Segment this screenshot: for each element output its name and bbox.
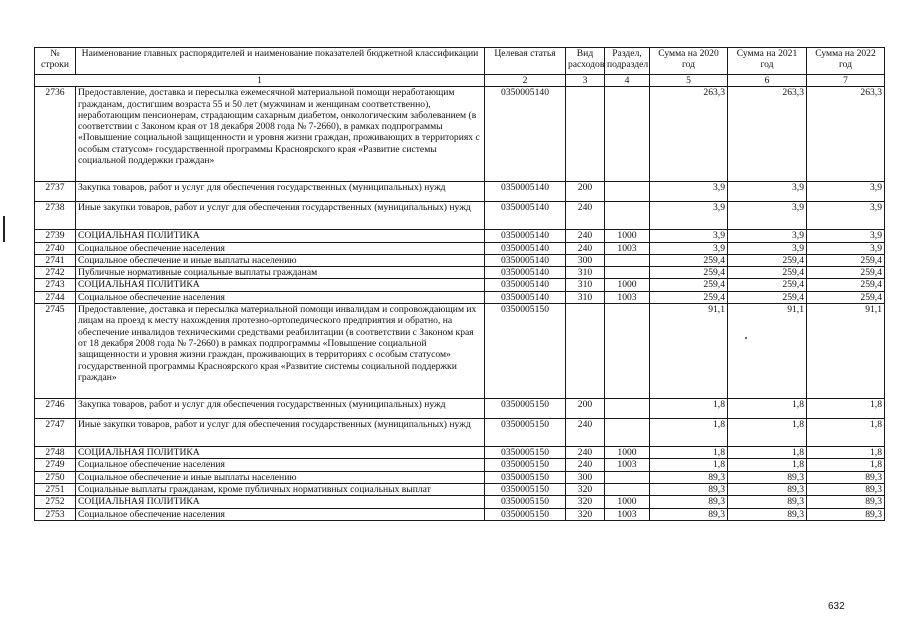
row-sum-2020: 3,9 [650, 182, 728, 202]
row-target: 0350005140 [485, 267, 566, 279]
row-sum-2020: 89,3 [650, 508, 728, 520]
row-razdel [605, 399, 650, 419]
row-sum-2020: 259,4 [650, 291, 728, 303]
header-razdel: Раздел, подраздел [605, 48, 650, 75]
row-sum-2022: 3,9 [807, 202, 885, 230]
row-number: 2741 [35, 254, 76, 266]
row-sum-2022: 89,3 [807, 471, 885, 483]
table-row [35, 182, 885, 202]
budget-table [34, 47, 885, 521]
row-vid: 240 [566, 230, 605, 242]
header-target: Целевая статья [485, 48, 566, 75]
row-vid: 200 [566, 399, 605, 419]
row-sum-2022: 91,1 [807, 304, 885, 399]
row-vid [566, 87, 605, 182]
header-row [35, 48, 885, 75]
row-name: Социальное обеспечение населения [76, 508, 485, 520]
table-row [35, 399, 885, 419]
row-target: 0350005150 [485, 447, 566, 459]
row-target: 0350005150 [485, 419, 566, 447]
row-razdel: 1000 [605, 279, 650, 291]
row-sum-2021: 1,8 [728, 399, 807, 419]
row-vid: 240 [566, 459, 605, 471]
row-sum-2022: 259,4 [807, 254, 885, 266]
row-name: Публичные нормативные социальные выплаты гражданам [76, 267, 485, 279]
row-number: 2748 [35, 447, 76, 459]
row-number: 2743 [35, 279, 76, 291]
row-razdel: 1000 [605, 496, 650, 508]
row-sum-2021: 259,4 [728, 254, 807, 266]
row-sum-2020: 263,3 [650, 87, 728, 182]
scan-speck [745, 337, 747, 339]
row-name: Социальное обеспечение населения [76, 291, 485, 303]
row-vid: 320 [566, 483, 605, 495]
table-row [35, 496, 885, 508]
row-razdel [605, 304, 650, 399]
row-sum-2021: 263,3 [728, 87, 807, 182]
row-sum-2020: 3,9 [650, 242, 728, 254]
row-sum-2022: 1,8 [807, 419, 885, 447]
row-razdel [605, 419, 650, 447]
row-razdel [605, 254, 650, 266]
table-row [35, 291, 885, 303]
row-sum-2022: 3,9 [807, 242, 885, 254]
row-target: 0350005150 [485, 304, 566, 399]
row-sum-2022: 1,8 [807, 447, 885, 459]
row-number: 2737 [35, 182, 76, 202]
header-sum-2021: Сумма на 2021 год [728, 48, 807, 75]
row-sum-2022: 3,9 [807, 182, 885, 202]
row-sum-2020: 89,3 [650, 471, 728, 483]
row-sum-2020: 89,3 [650, 496, 728, 508]
row-vid: 300 [566, 254, 605, 266]
row-sum-2021: 3,9 [728, 230, 807, 242]
row-name: Социальные выплаты гражданам, кроме публичных нормативных социальных выплат [76, 483, 485, 495]
row-target: 0350005150 [485, 399, 566, 419]
table-row [35, 304, 885, 399]
table-row [35, 447, 885, 459]
row-vid: 320 [566, 496, 605, 508]
row-sum-2021: 259,4 [728, 291, 807, 303]
row-name: СОЦИАЛЬНАЯ ПОЛИТИКА [76, 230, 485, 242]
row-sum-2021: 91,1 [728, 304, 807, 399]
row-target: 0350005140 [485, 254, 566, 266]
row-target: 0350005150 [485, 483, 566, 495]
row-sum-2021: 89,3 [728, 471, 807, 483]
row-razdel [605, 267, 650, 279]
header-sum-2022: Сумма на 2022 год [807, 48, 885, 75]
row-target: 0350005140 [485, 230, 566, 242]
row-number: 2753 [35, 508, 76, 520]
row-sum-2022: 89,3 [807, 483, 885, 495]
row-sum-2022: 3,9 [807, 230, 885, 242]
row-sum-2022: 259,4 [807, 267, 885, 279]
table-row [35, 254, 885, 266]
row-target: 0350005150 [485, 496, 566, 508]
row-sum-2020: 3,9 [650, 230, 728, 242]
row-target: 0350005140 [485, 202, 566, 230]
row-sum-2022: 89,3 [807, 496, 885, 508]
row-number: 2739 [35, 230, 76, 242]
row-target: 0350005140 [485, 291, 566, 303]
row-razdel [605, 471, 650, 483]
row-number: 2738 [35, 202, 76, 230]
row-sum-2022: 89,3 [807, 508, 885, 520]
row-number: 2752 [35, 496, 76, 508]
header-name: Наименование главных распорядителей и наименование показателей бюджетной классификации [76, 48, 485, 75]
table-row [35, 230, 885, 242]
row-razdel [605, 182, 650, 202]
row-name: СОЦИАЛЬНАЯ ПОЛИТИКА [76, 496, 485, 508]
row-sum-2020: 89,3 [650, 483, 728, 495]
header-sum-2020: Сумма на 2020 год [650, 48, 728, 75]
row-sum-2020: 91,1 [650, 304, 728, 399]
table-row [35, 419, 885, 447]
row-sum-2022: 259,4 [807, 291, 885, 303]
row-vid: 310 [566, 291, 605, 303]
row-sum-2020: 259,4 [650, 254, 728, 266]
row-vid: 300 [566, 471, 605, 483]
row-sum-2020: 1,8 [650, 419, 728, 447]
row-vid: 310 [566, 279, 605, 291]
row-number: 2744 [35, 291, 76, 303]
page-number: 632 [828, 601, 845, 612]
row-sum-2021: 259,4 [728, 267, 807, 279]
column-number: 5 [650, 75, 728, 87]
row-name: Иные закупки товаров, работ и услуг для обеспечения государственных (муниципальных) нужд [76, 202, 485, 230]
row-sum-2022: 259,4 [807, 279, 885, 291]
row-sum-2020: 259,4 [650, 267, 728, 279]
row-target: 0350005150 [485, 508, 566, 520]
column-number: 3 [566, 75, 605, 87]
table-row [35, 242, 885, 254]
row-vid: 310 [566, 267, 605, 279]
table-row [35, 267, 885, 279]
table-body [35, 87, 885, 521]
row-name: Социальное обеспечение и иные выплаты населению [76, 254, 485, 266]
row-vid: 200 [566, 182, 605, 202]
row-vid: 240 [566, 447, 605, 459]
row-razdel: 1003 [605, 291, 650, 303]
column-number: 1 [35, 75, 485, 87]
row-razdel [605, 202, 650, 230]
row-sum-2022: 1,8 [807, 459, 885, 471]
column-number: 7 [807, 75, 885, 87]
row-target: 0350005140 [485, 242, 566, 254]
row-number: 2745 [35, 304, 76, 399]
row-number: 2750 [35, 471, 76, 483]
row-number: 2747 [35, 419, 76, 447]
row-name: СОЦИАЛЬНАЯ ПОЛИТИКА [76, 279, 485, 291]
column-number: 2 [485, 75, 566, 87]
row-number: 2740 [35, 242, 76, 254]
row-sum-2021: 1,8 [728, 419, 807, 447]
table-row [35, 508, 885, 520]
row-razdel: 1003 [605, 459, 650, 471]
row-vid: 240 [566, 242, 605, 254]
row-name: Социальное обеспечение населения [76, 242, 485, 254]
row-target: 0350005140 [485, 182, 566, 202]
row-number: 2746 [35, 399, 76, 419]
row-name: Социальное обеспечение и иные выплаты населению [76, 471, 485, 483]
row-sum-2022: 1,8 [807, 399, 885, 419]
row-name: Закупка товаров, работ и услуг для обеспечения государственных (муниципальных) нужд [76, 399, 485, 419]
row-razdel: 1000 [605, 230, 650, 242]
row-target: 0350005150 [485, 471, 566, 483]
row-name: Социальное обеспечение населения [76, 459, 485, 471]
table-row [35, 279, 885, 291]
row-target: 0350005140 [485, 87, 566, 182]
table-row [35, 459, 885, 471]
table-row [35, 483, 885, 495]
row-sum-2020: 259,4 [650, 279, 728, 291]
row-name: Иные закупки товаров, работ и услуг для обеспечения государственных (муниципальных) нужд [76, 419, 485, 447]
row-sum-2020: 1,8 [650, 447, 728, 459]
row-razdel: 1000 [605, 447, 650, 459]
row-vid: 320 [566, 508, 605, 520]
column-number: 4 [605, 75, 650, 87]
row-sum-2021: 3,9 [728, 182, 807, 202]
column-number: 6 [728, 75, 807, 87]
row-name: Предоставление, доставка и пересылка материальной помощи инвалидам и сопровождающим их лицам на проезд к месту нахождения протезно-ортопедического предприятия и обратно, на обеспечение инвалидов техническими средствами реабилитации (в соответствии с Законом края от 18 декабря 2008 года № 7-2660) в рамках подпрограммы «Повышение социальной защищенности и уровня жизни граждан, проживающих в территориях с особым статусом» государственной программы Красноярского края «Развитие системы социальной поддержки граждан» [76, 304, 485, 399]
row-vid [566, 304, 605, 399]
row-vid: 240 [566, 202, 605, 230]
row-razdel: 1003 [605, 508, 650, 520]
row-sum-2021: 89,3 [728, 483, 807, 495]
row-sum-2020: 1,8 [650, 459, 728, 471]
header-vid: Вид расходов [566, 48, 605, 75]
row-target: 0350005140 [485, 279, 566, 291]
row-sum-2021: 259,4 [728, 279, 807, 291]
row-razdel [605, 87, 650, 182]
row-sum-2022: 263,3 [807, 87, 885, 182]
row-sum-2021: 1,8 [728, 459, 807, 471]
row-number: 2751 [35, 483, 76, 495]
row-sum-2021: 89,3 [728, 496, 807, 508]
row-sum-2020: 3,9 [650, 202, 728, 230]
row-name: Предоставление, доставка и пересылка ежемесячной материальной помощи неработающим гражданам, достигшим возраста 55 и 50 лет (мужчинам и женщинам соответственно), неработающим пенсионерам, страдающим сахарным диабетом, онкологическим заболеванием (в соответствии с Законом края от 18 декабря 2008 года № 7-2660), в рамках подпрограммы «Повышение социальной защищенности и уровня жизни граждан, проживающих в территориях с особым статусом» государственной программы Красноярского края «Развитие системы социальной поддержки граждан» [76, 87, 485, 182]
row-razdel: 1003 [605, 242, 650, 254]
scan-margin-mark [3, 216, 5, 242]
row-target: 0350005150 [485, 459, 566, 471]
row-sum-2021: 3,9 [728, 202, 807, 230]
row-number: 2742 [35, 267, 76, 279]
row-razdel [605, 483, 650, 495]
row-number: 2736 [35, 87, 76, 182]
row-sum-2021: 89,3 [728, 508, 807, 520]
table-row [35, 202, 885, 230]
row-sum-2021: 3,9 [728, 242, 807, 254]
table-row [35, 471, 885, 483]
column-number-row [35, 75, 885, 87]
row-number: 2749 [35, 459, 76, 471]
row-name: Закупка товаров, работ и услуг для обеспечения государственных (муниципальных) нужд [76, 182, 485, 202]
row-sum-2020: 1,8 [650, 399, 728, 419]
table-row [35, 87, 885, 182]
row-sum-2021: 1,8 [728, 447, 807, 459]
header-row-no: № строки [35, 48, 76, 75]
row-name: СОЦИАЛЬНАЯ ПОЛИТИКА [76, 447, 485, 459]
row-vid: 240 [566, 419, 605, 447]
